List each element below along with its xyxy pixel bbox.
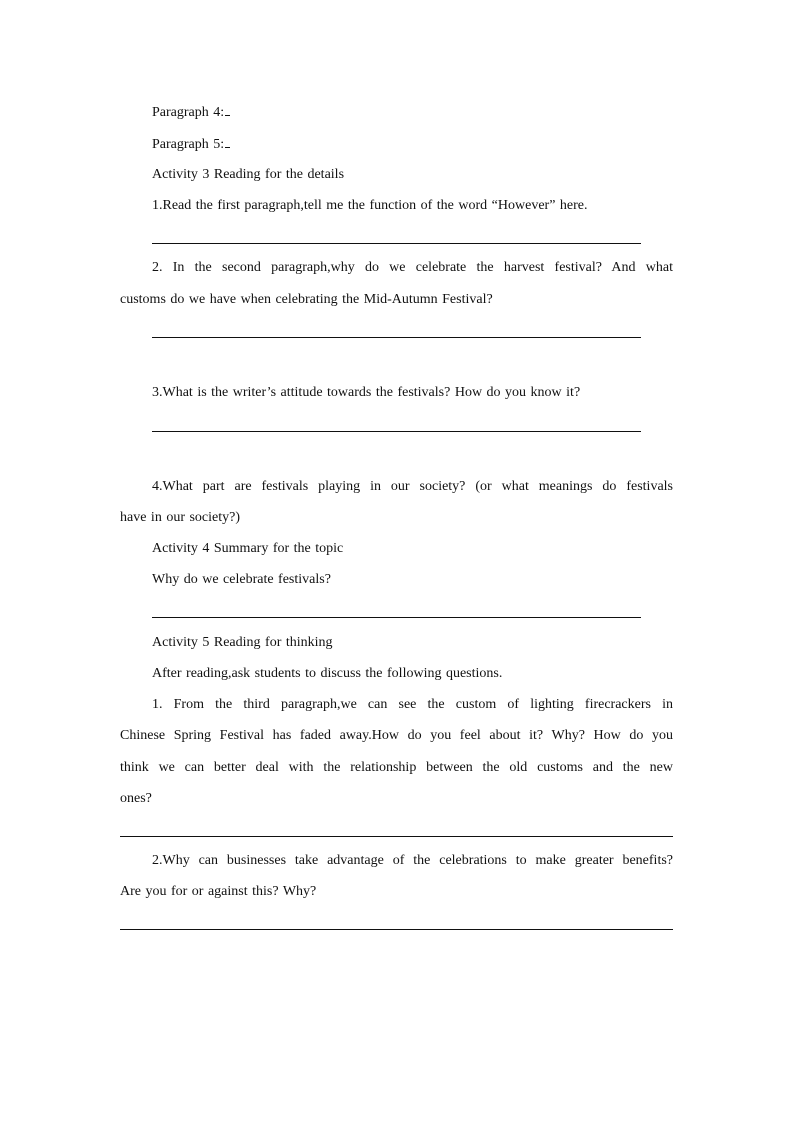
activity-3-question-2-line-2: customs do we have when celebrating the Mid-Autumn Festival?	[120, 292, 493, 307]
activity-5-question-2-line-1: 2.Why can businesses take advantage of the celebrations to make greater benefits?	[152, 853, 673, 868]
activity-5-instruction: After reading,ask students to discuss the following questions.	[152, 666, 503, 681]
paragraph-5-prompt	[152, 135, 230, 154]
activity-3-question-1: 1.Read the first paragraph,tell me the function of the word “However” here.	[152, 198, 588, 213]
answer-line	[152, 431, 641, 432]
answer-line	[152, 337, 641, 338]
activity-5-question-1-line-1: 1. From the third paragraph,we can see the custom of lighting firecrackers in	[152, 697, 673, 712]
paragraph-5-blank	[225, 135, 230, 148]
answer-line	[120, 836, 673, 837]
activity-3-question-4-line-2: have in our society?)	[120, 510, 241, 525]
activity-5-question-2-line-2: Are you for or against this? Why?	[120, 884, 317, 899]
paragraph-4-label: Paragraph 4:	[152, 105, 225, 120]
activity-4-question: Why do we celebrate festivals?	[152, 572, 331, 587]
activity-5-question-1-line-4: ones?	[120, 791, 152, 806]
answer-line	[152, 617, 641, 618]
paragraph-5-label: Paragraph 5:	[152, 137, 225, 152]
activity-5-question-1-line-2: Chinese Spring Festival has faded away.How do you feel about it? Why? How do you	[120, 728, 673, 743]
paragraph-4-prompt	[152, 103, 230, 122]
answer-line	[120, 929, 673, 930]
activity-4-title: Activity 4 Summary for the topic	[152, 541, 344, 556]
activity-3-question-2-line-1: 2. In the second paragraph,why do we celebrate the harvest festival? And what	[152, 260, 673, 275]
activity-3-question-4-line-1: 4.What part are festivals playing in our society? (or what meanings do festivals	[152, 479, 673, 494]
paragraph-4-blank	[225, 103, 230, 116]
activity-5-title: Activity 5 Reading for thinking	[152, 635, 333, 650]
activity-3-title: Activity 3 Reading for the details	[152, 167, 345, 182]
activity-5-question-1-line-3: think we can better deal with the relationship between the old customs and the new	[120, 760, 673, 775]
answer-line	[152, 243, 641, 244]
activity-3-question-3: 3.What is the writer’s attitude towards the festivals? How do you know it?	[152, 385, 581, 400]
